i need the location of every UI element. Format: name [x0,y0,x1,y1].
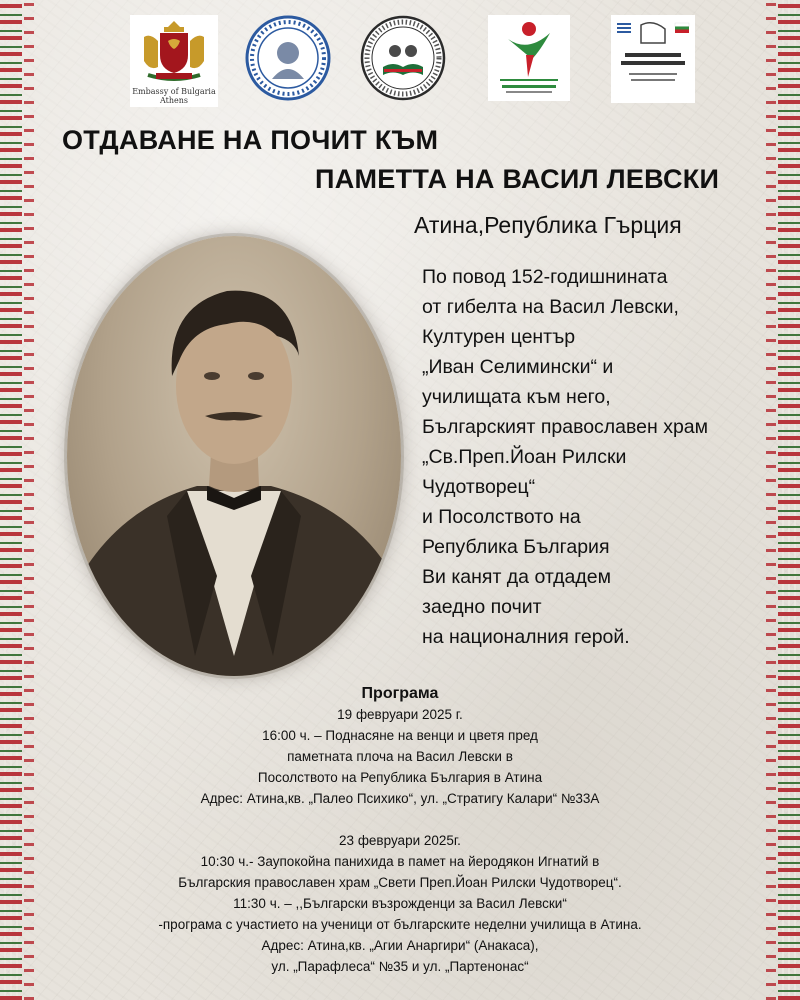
intro-line: от гибелта на Васил Левски, [422,296,679,318]
intro-line: „Св.Преп.Йоан Рилски [422,446,627,468]
intro-line: Културен център [422,326,576,348]
intro-line: Ви канят да отдадем [422,566,611,588]
intro-line: училищата към него, [422,386,611,408]
intro-line: на националния герой. [422,626,630,648]
portrait-medallion-icon [245,15,331,101]
right-embroidery-dots [766,0,776,1000]
logo-row [130,15,690,115]
portrait-illustration [67,236,401,676]
hilendarski-school-logo [611,15,695,103]
coat-of-arms-icon [130,15,218,85]
invitation-text [422,262,708,652]
program-spacer [80,809,720,830]
abv-academy-logo [488,15,570,101]
vasil-levski-portrait [67,236,401,676]
program-section [80,684,720,977]
intro-line: По повод 152-годишнината [422,266,668,288]
location-subtitle: Атина,Република Гърция [414,212,682,238]
intro-line: и Посолството на [422,506,581,528]
program-line: 11:30 ч. – ,,Български възрожденци за Васил Левски“ [233,896,567,911]
program-line: -програма с участието на ученици от българските неделни училища в Атина. [158,917,642,932]
page-title-line-1: ОТДАВАНЕ НА ПОЧИТ КЪМ [62,125,439,155]
intro-line: Българският православен храм [422,416,709,438]
page-title-line-2: ПАМЕТТА НА ВАСИЛ ЛЕВСКИ [315,164,720,194]
embassy-caption: Embassy of Bulgaria Athens [132,87,216,105]
program-address: Адрес: Атина,кв. „Агии Анаргири“ (Анакаса), [261,938,539,953]
program-heading: Програма [361,685,439,702]
figure-emblem-icon [488,15,570,101]
program-day2-date: 23 февруари 2025г. [339,833,461,848]
embassy-coat-of-arms-logo [130,15,218,107]
cultural-centre-logo [245,15,331,101]
intro-line: Република България [422,536,610,558]
intro-line: Чудотворец“ [422,476,536,498]
left-embroidery-dots [24,0,34,1000]
program-line: 16:00 ч. – Поднасяне на венци и цветя пред [262,728,538,743]
program-line: 10:30 ч.- Заупокойна панихида в памет на йеродякон Игнатий в [200,854,600,869]
program-day1-date: 19 февруари 2025 г. [337,707,463,722]
program-address: ул. „Парафлеса“ №35 и ул. „Партенонас“ [271,959,529,974]
left-embroidery-border [0,0,22,1000]
intro-line: заедно почит [422,596,542,618]
program-line: паметната плоча на Васил Левски в [287,749,513,764]
intro-line: „Иван Селимински“ и [422,356,614,378]
flags-emblem-icon [611,15,695,103]
right-embroidery-border [778,0,800,1000]
book-emblem-icon [360,15,446,101]
program-address: Адрес: Атина,кв. „Палео Психико“, ул. „Стратигу Калари“ №33А [200,791,600,806]
program-line: Посолството на Република България в Атина [257,770,543,785]
sunday-school-logo [360,15,446,101]
program-line: Българския православен храм „Свети Преп.Йоан Рилски Чудотворец“. [178,875,622,890]
